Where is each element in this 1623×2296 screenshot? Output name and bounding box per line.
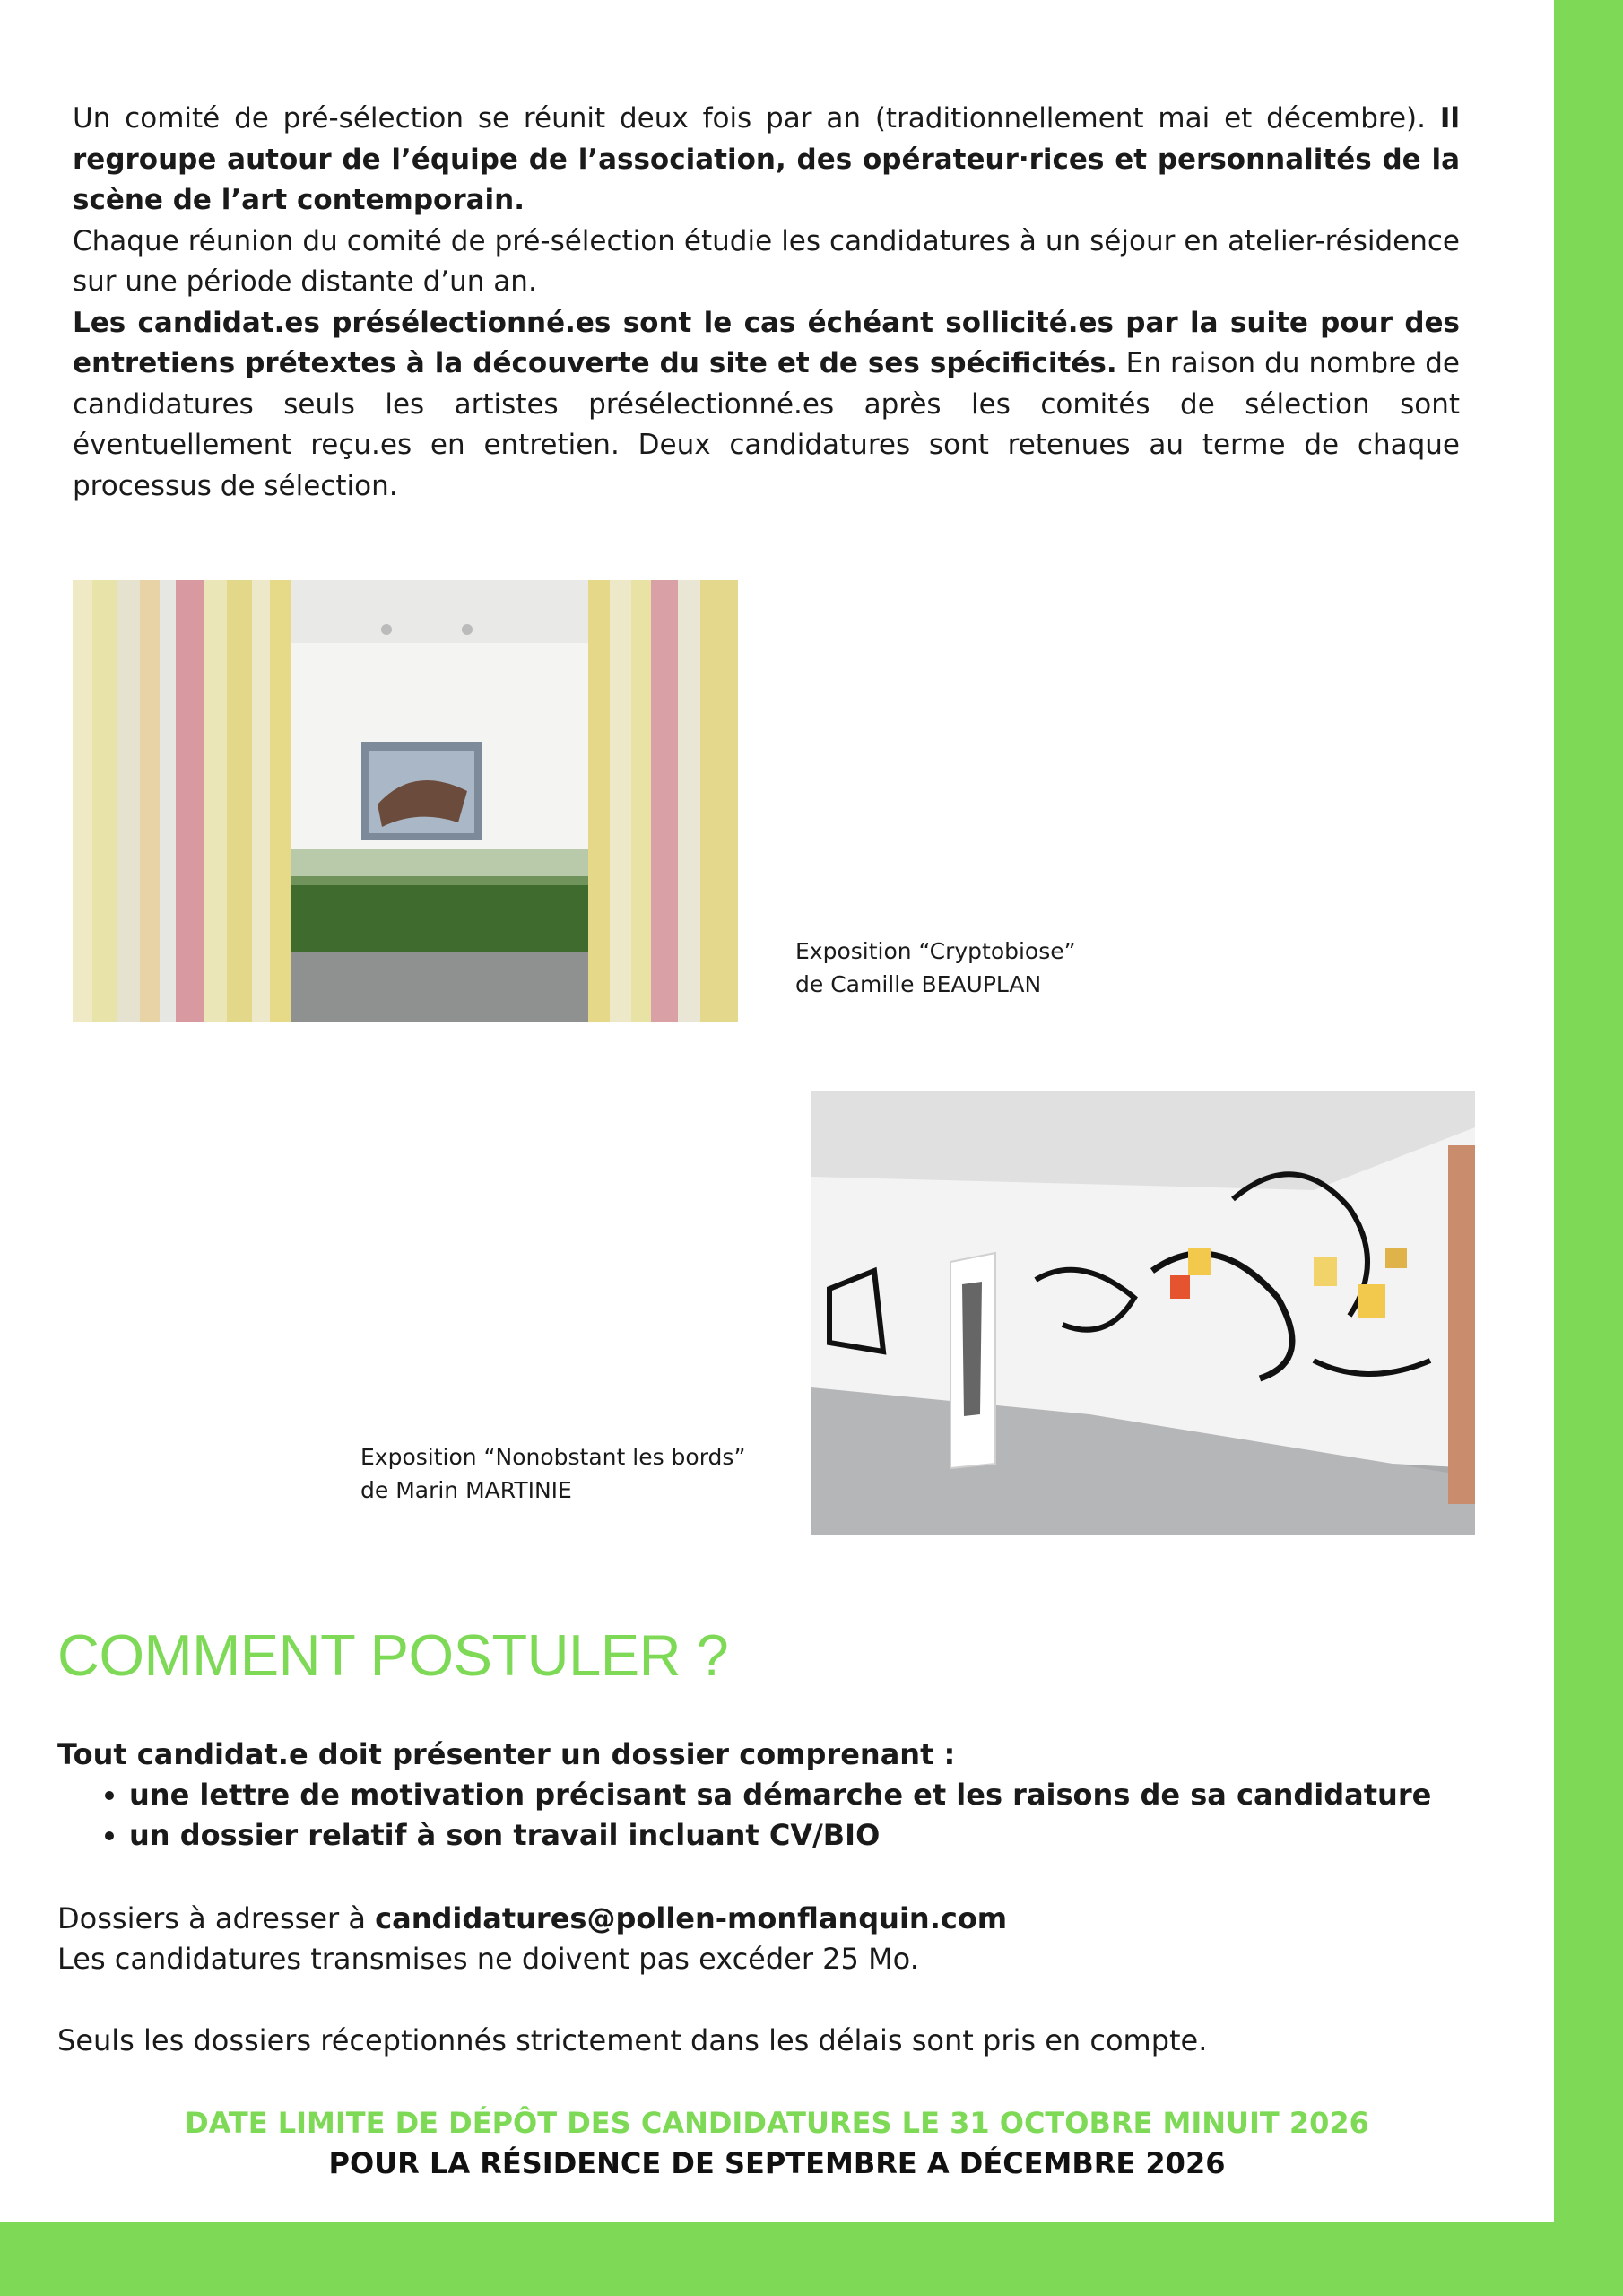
caption-nonobstant-les-bords: Exposition “Nonobstant les bords” de Marin MARTINIE bbox=[360, 1444, 746, 1503]
caption-cryptobiose: Exposition “Cryptobiose” de Camille BEAUPLAN bbox=[795, 938, 1076, 997]
size-note: Les candidatures transmises ne doivent pas excéder 25 Mo. bbox=[57, 1942, 919, 1976]
requirements-lead: Tout candidat.e doit présenter un dossier comprenant : bbox=[57, 1737, 956, 1771]
intro-text bbox=[73, 99, 1460, 507]
strict-deadline-note: Seuls les dossiers réceptionnés strictement dans les délais sont pris en compte. bbox=[57, 2023, 1208, 2057]
requirement-item: • une lettre de motivation précisant sa démarche et les raisons de sa candidature bbox=[129, 1775, 1492, 1815]
residence-period: POUR LA RÉSIDENCE DE SEPTEMBRE A DÉCEMBRE 2026 bbox=[328, 2146, 1226, 2180]
deadline-block bbox=[0, 2103, 1554, 2184]
contact-info bbox=[57, 1899, 1492, 1979]
requirement-item: • un dossier relatif à son travail incluant CV/BIO bbox=[129, 1815, 1492, 1856]
intro-paragraph-1: Un comité de pré-sélection se réunit deux fois par an (traditionnellement mai et décembre). Il regroupe autour de l’équipe de l’association, des opérateur·rices et personnalités de la scène de l’art contemporain. bbox=[73, 102, 1460, 216]
application-requirements bbox=[57, 1735, 1492, 1856]
address-line: Dossiers à adresser à candidatures@pollen-monflanquin.com bbox=[57, 1901, 1008, 1935]
exhibition-photo-cryptobiose bbox=[73, 580, 738, 1022]
contact-email[interactable]: candidatures@pollen-monflanquin.com bbox=[375, 1901, 1008, 1935]
exhibition-photo-nonobstant-les-bords bbox=[812, 1091, 1475, 1535]
green-border-bottom bbox=[0, 2222, 1623, 2296]
green-border-right bbox=[1554, 0, 1623, 2296]
deadline-date: DATE LIMITE DE DÉPÔT DES CANDIDATURES LE 31 OCTOBRE MINUIT 2026 bbox=[185, 2106, 1369, 2140]
intro-paragraph-2: Chaque réunion du comité de pré-sélection étudie les candidatures à un séjour en atelier-résidence sur une période distante d’un an. bbox=[73, 224, 1460, 298]
requirements-list bbox=[57, 1775, 1492, 1856]
how-to-apply-heading: COMMENT POSTULER ? bbox=[57, 1622, 729, 1688]
intro-paragraph-3: Les candidat.es présélectionné.es sont le cas échéant sollicité.es par la suite pour des entretiens prétextes à la découverte du site et de ses spécificités. En raison du nombre de candidatures seuls les artistes présélectionné.es après les comités de sélection sont éventuellement reçu.es en entretien. Deux candidatures sont retenues au terme de chaque processus de sélection. bbox=[73, 306, 1460, 502]
